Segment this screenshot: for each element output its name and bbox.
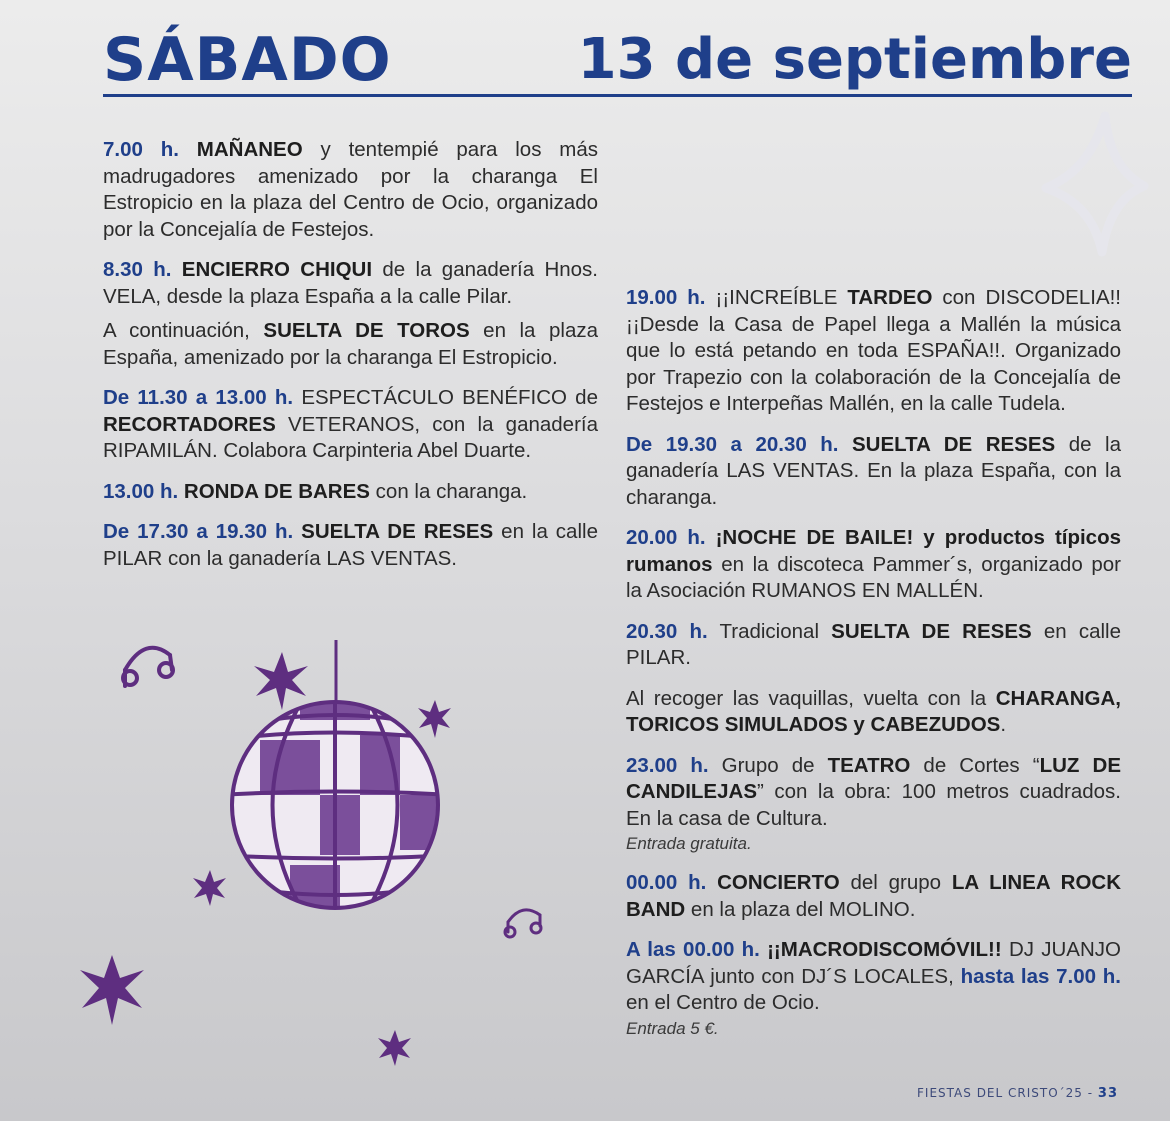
- event-item: [626, 285, 1121, 418]
- event-text: en la calle PILAR con la ganadería LAS VENTAS.: [103, 520, 598, 570]
- event-note: Entrada 5 €.: [626, 1018, 719, 1038]
- event-item: [103, 479, 598, 506]
- star-icon: [193, 870, 226, 906]
- event-text: y tentempié para los más madrugadores amenizado por la charanga El Estropicio en la plaza del Centro de Ocio, organizado por la Concejalía de Festejos.: [103, 138, 598, 241]
- event-title: TEATRO: [827, 753, 911, 777]
- event-text: en la plaza España, amenizado por la charanga El Estropicio.: [103, 319, 598, 369]
- day-title: SÁBADO: [103, 25, 392, 95]
- event-time: 23.00 h.: [626, 753, 709, 777]
- date-title: 13 de septiembre: [577, 27, 1132, 92]
- event-time: 19.00 h.: [626, 286, 706, 309]
- event-time: De 17.30 a 19.30 h.: [103, 520, 294, 543]
- event-text: en la plaza del MOLINO.: [685, 897, 916, 921]
- event-text: DJ JUANJO GARCÍA junto con DJ´S LOCALES,: [626, 938, 1121, 988]
- event-item: [626, 525, 1121, 605]
- event-time: A las 00.00 h.: [626, 938, 760, 961]
- music-note-icon: [505, 910, 541, 937]
- event-item: [626, 619, 1121, 672]
- event-text: A continuación,: [103, 319, 264, 342]
- event-text: con DISCODELIA!! ¡¡Desde la Casa de Papel llega a Mallén la música que lo está petando en toda ESPAÑA!!. Organizado por Trapezio con la colaboración de la Concejalía de Festejos e Interpeñas Mallén, en la calle Tudela.: [626, 286, 1122, 415]
- event-title: RECORTADORES: [103, 412, 276, 436]
- event-title: TARDEO: [847, 286, 933, 309]
- event-item: [626, 937, 1121, 1041]
- event-text: en la discoteca Pammer´s, organizado por la Asociación RUMANOS EN MALLÉN.: [626, 552, 1121, 602]
- event-title: SUELTA DE RESES: [301, 520, 494, 543]
- page-footer: [917, 1086, 1118, 1101]
- event-time: 20.30 h.: [626, 619, 708, 643]
- event-item: [103, 318, 598, 371]
- event-title: SUELTA DE RESES: [831, 619, 1032, 643]
- event-time: De 19.30 a 20.30 h.: [626, 432, 839, 456]
- event-item: [626, 753, 1121, 857]
- event-title: ¡¡MACRODISCOMÓVIL!!: [767, 938, 1002, 961]
- event-time: 13.00 h.: [103, 479, 179, 503]
- event-text: VETERANOS, con la ganadería RIPAMILÁN. Colabora Carpinteria Abel Duarte.: [103, 412, 598, 462]
- event-item: [626, 686, 1121, 739]
- event-title: RONDA DE BARES: [183, 479, 370, 503]
- event-item: [626, 432, 1121, 512]
- event-item: [103, 385, 598, 465]
- header-divider: [103, 94, 1132, 97]
- event-text: de la ganadería LAS VENTAS. En la plaza España, con la charanga.: [626, 432, 1121, 509]
- event-title: SUELTA DE RESES: [852, 432, 1056, 456]
- event-item: [103, 519, 598, 572]
- event-text: .: [1000, 713, 1007, 736]
- event-text: Al recoger las vaquillas, vuelta con la: [626, 686, 996, 710]
- event-item: [103, 257, 598, 310]
- star-icon: [80, 955, 144, 1025]
- event-title: ¡NOCHE DE BAILE! y productos típicos rumanos: [626, 526, 1122, 576]
- disco-ball-icon: [220, 702, 450, 915]
- event-text: en calle PILAR.: [626, 619, 1121, 669]
- event-time: 20.00 h.: [626, 526, 706, 549]
- left-column: [103, 137, 598, 586]
- event-item: [626, 870, 1121, 923]
- event-title: SUELTA DE TOROS: [263, 319, 470, 342]
- event-text: de Cortes “: [910, 753, 1040, 777]
- star-icon: [418, 700, 451, 738]
- event-item: [103, 137, 598, 243]
- event-note: Entrada gratuita.: [626, 834, 752, 853]
- event-title: ENCIERRO CHIQUI: [181, 258, 373, 281]
- event-time: De 11.30 a 13.00 h.: [103, 386, 294, 409]
- event-text: de la ganadería Hnos. VELA, desde la plaza España a la calle Pilar.: [103, 258, 598, 308]
- event-title: MAÑANEO: [196, 138, 303, 161]
- event-text: en el Centro de Ocio.: [626, 991, 820, 1014]
- page-number: 33: [1097, 1086, 1118, 1101]
- star-icon: [254, 652, 308, 710]
- event-text: con la charanga.: [369, 479, 528, 503]
- event-time: hasta las 7.00 h.: [960, 964, 1121, 988]
- event-time: 7.00 h.: [103, 138, 179, 161]
- event-text: ESPECTÁCULO BENÉFICO de: [293, 386, 598, 409]
- footer-label: FIESTAS DEL CRISTO´25 -: [917, 1086, 1098, 1100]
- star-outline-icon: [1040, 108, 1150, 258]
- event-text: ¡¡INCREÍBLE: [705, 286, 848, 309]
- event-title: CHARANGA, TORICOS SIMULADOS y CABEZUDOS: [626, 686, 1121, 736]
- disco-illustration: [70, 630, 550, 1080]
- event-text: del grupo: [839, 871, 952, 894]
- event-title: LA LINEA ROCK BAND: [626, 871, 1122, 921]
- event-title: CONCIERTO: [717, 871, 840, 894]
- music-note-icon: [123, 648, 173, 686]
- event-text: Grupo de: [708, 753, 828, 777]
- star-icon: [378, 1030, 411, 1066]
- event-text: ” con la obra: 100 metros cuadrados. En la casa de Cultura.: [626, 780, 1121, 830]
- right-column: [626, 285, 1121, 1055]
- event-time: 8.30 h.: [103, 258, 172, 281]
- event-text: Tradicional: [707, 619, 832, 643]
- event-time: 00.00 h.: [626, 871, 707, 894]
- event-title: LUZ DE CANDILEJAS: [626, 753, 1121, 803]
